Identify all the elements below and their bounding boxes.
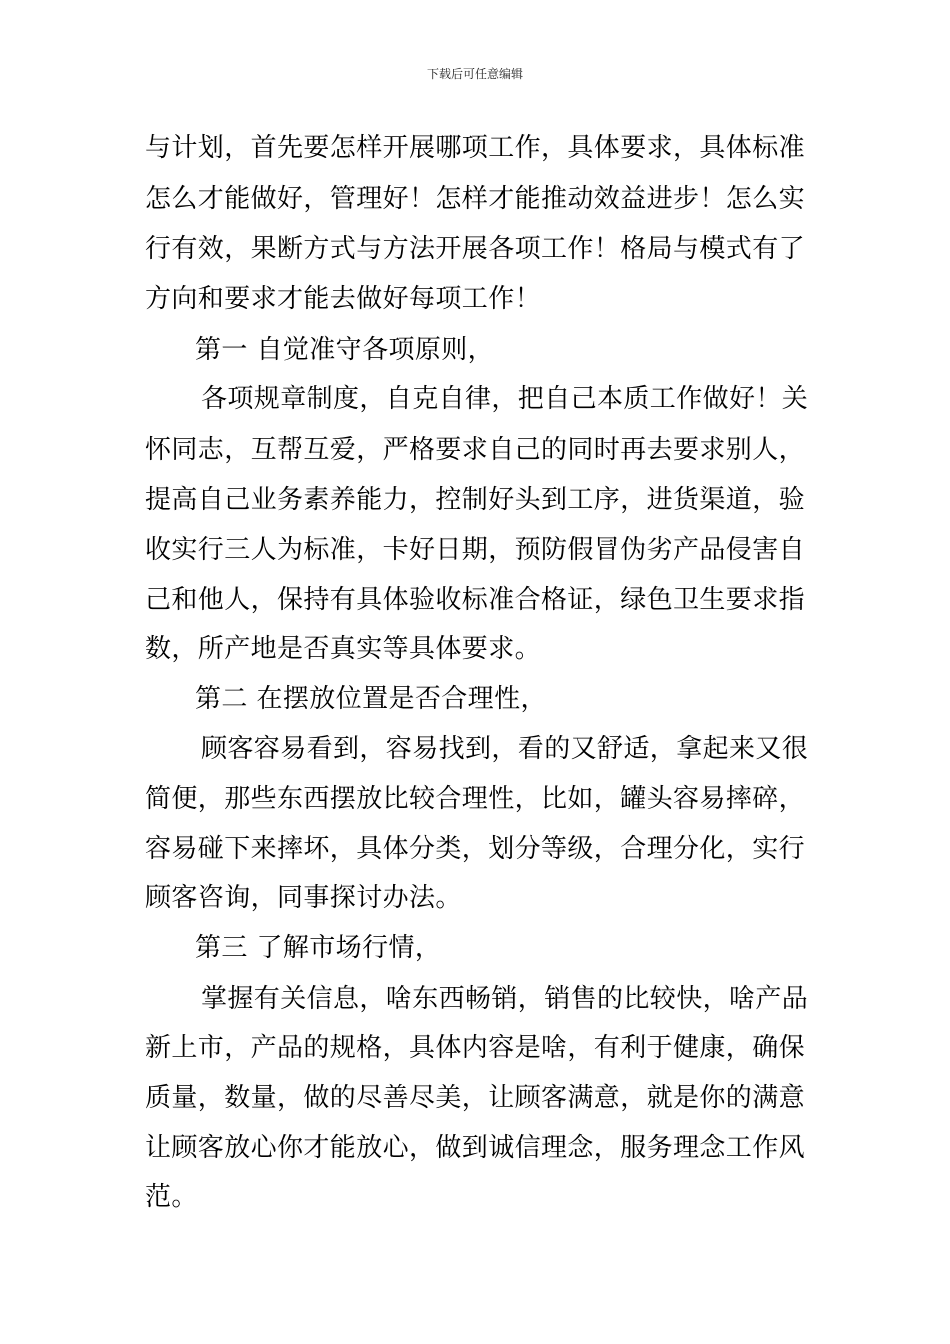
- text-line: 己和他人，保持有具体验收标准合格证，绿色卫生要求指: [145, 585, 806, 615]
- text-line: 容易碰下来摔坏，具体分类，划分等级，合理分化，实行: [145, 834, 806, 864]
- text-line: 掌握有关信息，啥东西畅销，销售的比较快，啥产品: [201, 984, 809, 1014]
- text-line: 行有效，果断方式与方法开展各项工作！格局与模式有了: [145, 234, 806, 264]
- text-line: 顾客容易看到，容易找到，看的又舒适，拿起来又很: [201, 734, 809, 764]
- text-line: 各项规章制度，自克自律，把自己本质工作做好！关: [201, 384, 809, 414]
- page-header: 下载后可任意编辑: [426, 67, 523, 81]
- text-line: 顾客咨询，同事探讨办法。: [145, 883, 462, 913]
- text-line: 数，所产地是否真实等具体要求。: [145, 634, 542, 664]
- text-line: 新上市，产品的规格，具体内容是啥，有利于健康，确保: [145, 1033, 806, 1063]
- text-line: 范。: [145, 1182, 198, 1212]
- text-line: 收实行三人为标准，卡好日期，预防假冒伪劣产品侵害自: [145, 535, 806, 565]
- text-line: 与计划，首先要怎样开展哪项工作，具体要求，具体标准: [145, 133, 806, 163]
- text-line: 提高自己业务素养能力，控制好头到工序，进货渠道，验: [145, 485, 806, 515]
- section-heading: 第三 了解市场行情，: [195, 933, 442, 963]
- text-line: 让顾客放心你才能放心，做到诚信理念，服务理念工作风: [145, 1133, 806, 1163]
- section-heading: 第二 在摆放位置是否合理性，: [195, 684, 547, 714]
- text-line: 质量，数量，做的尽善尽美，让顾客满意，就是你的满意: [145, 1083, 806, 1113]
- text-line: 方向和要求才能去做好每项工作！: [145, 284, 542, 314]
- text-line: 简便，那些东西摆放比较合理性，比如，罐头容易摔碎，: [145, 784, 806, 814]
- text-line: 怀同志，互帮互爱，严格要求自己的同时再去要求别人，: [145, 435, 806, 465]
- text-line: 怎么才能做好，管理好！怎样才能推动效益进步！怎么实: [145, 184, 806, 214]
- section-heading: 第一 自觉准守各项原则，: [195, 335, 495, 365]
